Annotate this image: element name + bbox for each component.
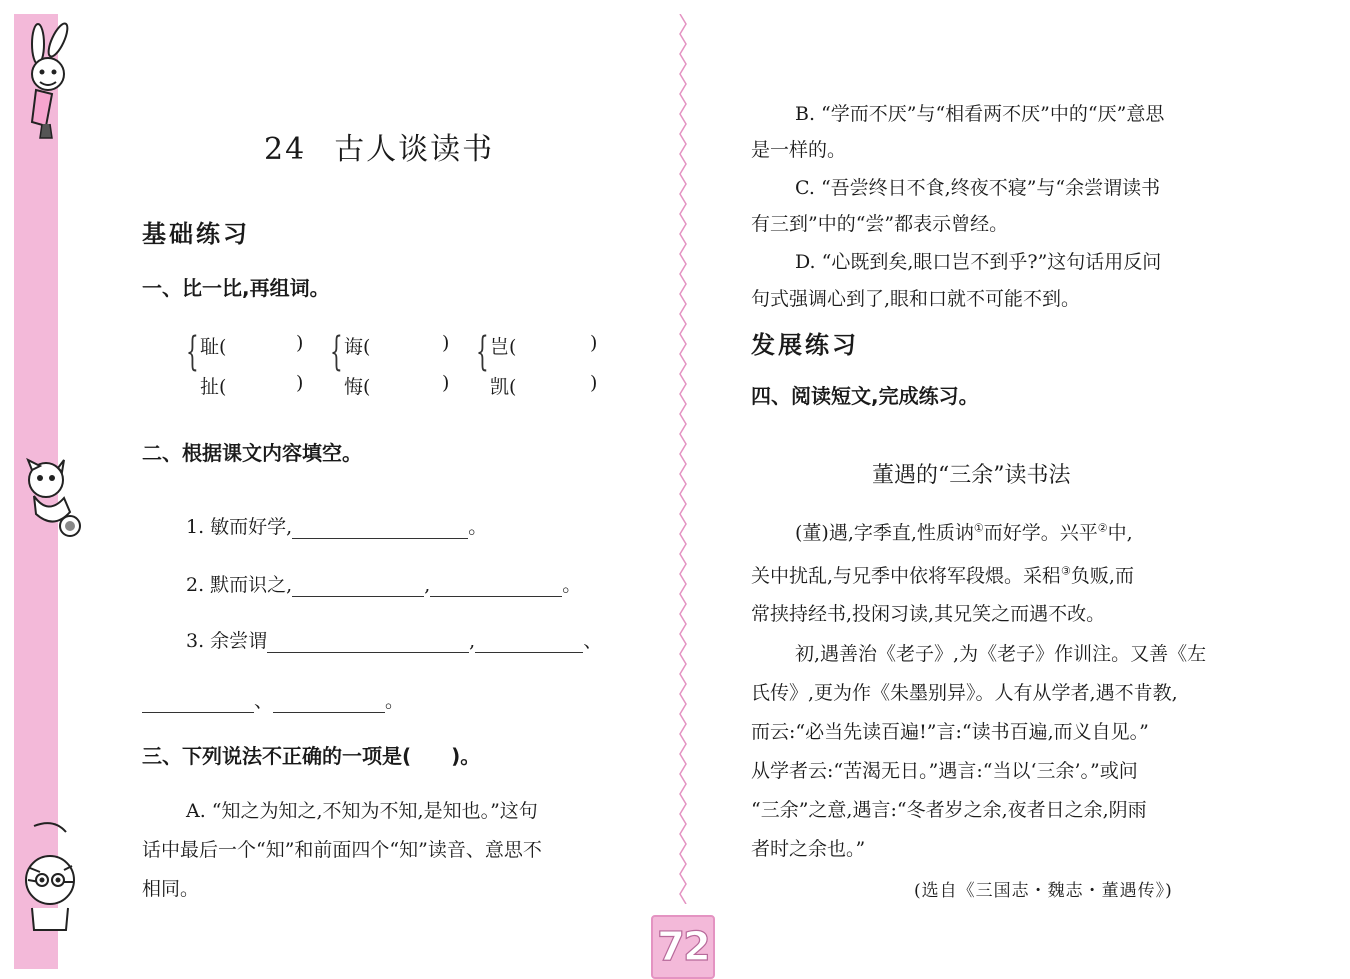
passage-line: 常挟持经书,投闲习读,其兄笑之而遇不改。 [751,603,1106,625]
footnote-marker: ① [973,521,984,535]
passage-line: 从学者云:“苦渴无日。”遇言:“当以‘三余’。”或问 [751,760,1138,782]
passage-source: (选自《三国志・魏志・董遇传》) [914,881,1173,901]
q2-item-2-text: 2. 默而识之, [186,574,293,596]
q2-punct: , [469,630,476,652]
q3-option-a-line: 话中最后一个“知”和前面四个“知”读音、意思不 [142,839,542,861]
q2-punct: 。 [468,516,488,538]
answer-blank[interactable] [292,518,468,539]
brace-icon: { [330,329,343,375]
q1-char-top: 耻( [200,336,227,358]
q3-option-b-line: 是一样的。 [751,139,847,161]
rabbit-mascot-icon [12,22,82,140]
footnote-marker: ② [1097,521,1108,535]
passage-line [795,518,1133,545]
q1-paren-close: ) [296,332,304,354]
raccoon-mascot-icon [14,456,84,542]
q2-item-2 [186,570,581,597]
passage-text: 负贩,而 [1070,565,1134,587]
q2-item-1-text: 1. 敏而好学, [186,516,293,538]
q1-char-top: 岂( [490,336,517,358]
lesson-number: 24 [264,132,307,167]
passage-text: 中, [1107,522,1133,544]
answer-blank[interactable] [292,576,424,597]
q2-punct: 。 [385,690,405,712]
q3-option-d-line: 句式强调心到了,眼和口就不可能不到。 [751,288,1081,310]
section-basic-heading: 基础练习 [142,220,250,248]
q2-item-3-continued [142,686,404,713]
q3-option-d-line: D. “心既到矣,眼口岂不到乎?”这句话用反问 [795,251,1162,273]
q4-heading: 四、阅读短文,完成练习。 [751,384,979,408]
q2-punct: 、 [583,630,603,652]
q1-heading: 一、比一比,再组词。 [142,276,330,300]
tiger-mascot-icon [14,818,78,936]
answer-blank[interactable] [273,692,385,713]
q1-char-top: 诲( [344,336,371,358]
answer-blank[interactable] [430,576,562,597]
q3-option-b-line: B. “学而不厌”与“相看两不厌”中的“厌”意思 [795,103,1165,125]
answer-blank[interactable] [267,632,469,653]
q1-char-bottom: 扯( [200,376,227,398]
page-divider [676,14,690,904]
q3-option-c-line: C. “吾尝终日不食,终夜不寝”与“余尝谓读书 [795,177,1161,199]
passage-line: 而云:“必当先读百遍!”言:“读书百遍,而义自见。” [751,721,1149,743]
q1-paren-close: ) [590,332,598,354]
q2-item-1 [186,512,487,539]
q2-heading: 二、根据课文内容填空。 [142,441,362,465]
section-develop-heading: 发展练习 [751,331,859,359]
footnote-marker: ③ [1061,564,1071,578]
passage-line [751,561,1134,588]
brace-icon: { [186,329,199,375]
lesson-title-text: 古人谈读书 [334,132,495,167]
passage-line: 初,遇善治《老子》,为《老子》作训注。又善《左 [795,643,1207,665]
passage-line: “三余”之意,遇言:“冬者岁之余,夜者日之余,阴雨 [751,799,1147,821]
q1-char-bottom: 凯( [490,376,517,398]
q2-item-3-text: 3. 余尝谓 [186,630,268,652]
q1-paren-close: ) [442,332,450,354]
passage-text: (董)遇,字季直,性质讷 [795,522,974,544]
answer-blank[interactable] [142,692,254,713]
passage-line: 者时之余也。” [751,838,866,860]
q3-option-c-line: 有三到”中的“尝”都表示曾经。 [751,213,1009,235]
q1-paren-close: ) [590,372,598,394]
q3-option-a-line: 相同。 [142,878,200,900]
passage-title: 董遇的“三余”读书法 [872,463,1071,488]
q2-punct: 、 [254,690,274,712]
brace-icon: { [476,329,489,375]
q2-item-3 [186,626,602,653]
q3-option-a-line: A. “知之为知之,不知为不知,是知也。”这句 [186,800,538,822]
passage-line: 氏传》,更为作《朱墨别异》。人有从学者,遇不肯教, [751,682,1178,704]
q1-char-bottom: 悔( [344,376,371,398]
passage-text: 而好学。兴平 [983,522,1098,544]
q2-punct: 。 [562,574,582,596]
q2-punct: , [424,574,431,596]
answer-blank[interactable] [475,632,583,653]
q1-paren-close: ) [442,372,450,394]
passage-text: 关中扰乱,与兄季中依将军段煨。采稆 [751,565,1062,587]
page-number: 72 [651,915,715,979]
q1-paren-close: ) [296,372,304,394]
lesson-title [264,124,494,168]
q3-heading: 三、下列说法不正确的一项是( )。 [142,744,481,768]
